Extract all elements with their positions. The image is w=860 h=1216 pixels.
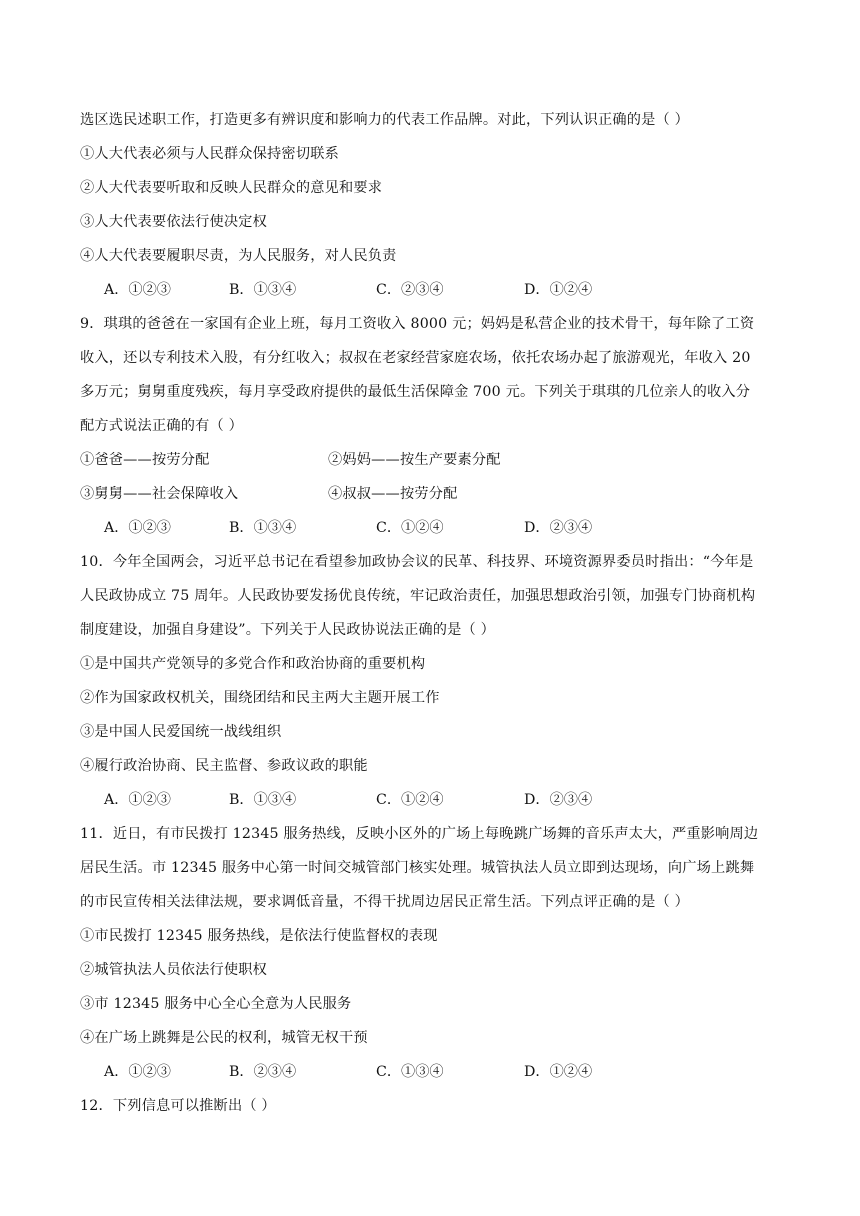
q11-item-1: ①市民拨打 12345 服务热线，是依法行使监督权的表现 (80, 928, 438, 944)
q9-option-d[interactable]: D．②③④ (524, 520, 593, 536)
q12-stem-line-1: 12．下列信息可以推断出（ ） (80, 1098, 276, 1114)
q9-item-1: ①爸爸——按劳分配 (80, 452, 210, 468)
q8-option-c[interactable]: C．②③④ (376, 282, 444, 298)
q11-option-c[interactable]: C．①③④ (376, 1064, 444, 1080)
q8-item-3: ③人大代表要依法行使决定权 (80, 214, 268, 230)
q11-stem-line-3: 的市民宣传相关法律法规，要求调低音量，不得干扰周边居民正常生活。下列点评正确的是（ ） (80, 894, 689, 910)
q9-stem-line-1: 9．琪琪的爸爸在一家国有企业上班，每月工资收入 8000 元；妈妈是私营企业的技术骨干，每年除了工资 (80, 316, 755, 332)
q9-item-3: ③舅舅——社会保障收入 (80, 486, 239, 502)
q9-stem-line-2: 收入，还以专利技术入股，有分红收入；叔叔在老家经营家庭农场，依托农场办起了旅游观光，年收入 20 (80, 350, 751, 366)
q8-item-4: ④人大代表要履职尽责，为人民服务，对人民负责 (80, 248, 397, 264)
q11-option-a[interactable]: A．①②③ (104, 1064, 171, 1080)
q11-item-4: ④在广场上跳舞是公民的权利，城管无权干预 (80, 1030, 368, 1046)
q8-stem-tail: 选区选民述职工作，打造更多有辨识度和影响力的代表工作品牌。对此，下列认识正确的是（ ） (80, 112, 689, 128)
q10-item-1: ①是中国共产党领导的多党合作和政治协商的重要机构 (80, 656, 426, 672)
q11-stem-line-2: 居民生活。市 12345 服务中心第一时间交城管部门核实处理。城管执法人员立即到达现场，向广场上跳舞 (80, 860, 755, 876)
q9-stem-line-4: 配方式说法正确的有（ ） (80, 418, 243, 434)
q8-item-1: ①人大代表必须与人民群众保持密切联系 (80, 146, 339, 162)
q10-stem-line-3: 制度建设，加强自身建设”。下列关于人民政协说法正确的是（ ） (80, 622, 496, 638)
q11-option-d[interactable]: D．①②④ (524, 1064, 593, 1080)
q10-stem-line-1: 10．今年全国两会，习近平总书记在看望参加政协会议的民革、科技界、环境资源界委员时指出：“今年是 (80, 554, 754, 570)
q9-items-row-2 (80, 484, 780, 504)
q10-option-d[interactable]: D．②③④ (524, 792, 593, 808)
q10-option-c[interactable]: C．①②④ (376, 792, 444, 808)
q10-option-b[interactable]: B．①③④ (229, 792, 297, 808)
q11-item-3: ③市 12345 服务中心全心全意为人民服务 (80, 996, 352, 1012)
q9-items-row-1 (80, 450, 780, 470)
q8-item-2: ②人大代表要听取和反映人民群众的意见和要求 (80, 180, 383, 196)
q11-stem-line-1: 11．近日，有市民拨打 12345 服务热线，反映小区外的广场上每晚跳广场舞的音乐声太大，严重影响周边 (80, 826, 759, 842)
q9-stem-line-3: 多万元；舅舅重度残疾，每月享受政府提供的最低生活保障金 700 元。下列关于琪琪的几位亲人的收入分 (80, 384, 751, 400)
q8-option-d[interactable]: D．①②④ (524, 282, 593, 298)
q9-option-b[interactable]: B．①③④ (229, 520, 297, 536)
q11-item-2: ②城管执法人员依法行使职权 (80, 962, 268, 978)
q9-option-a[interactable]: A．①②③ (104, 520, 171, 536)
q11-option-b[interactable]: B．②③④ (229, 1064, 297, 1080)
q9-item-4: ④叔叔——按劳分配 (328, 486, 458, 502)
q10-item-4: ④履行政治协商、民主监督、参政议政的职能 (80, 758, 368, 774)
q8-option-a[interactable]: A．①②③ (104, 282, 171, 298)
q10-option-a[interactable]: A．①②③ (104, 792, 171, 808)
q10-item-2: ②作为国家政权机关，围绕团结和民主两大主题开展工作 (80, 690, 440, 706)
q9-item-2: ②妈妈——按生产要素分配 (328, 452, 501, 468)
q8-option-b[interactable]: B．①③④ (229, 282, 297, 298)
q10-stem-line-2: 人民政协成立 75 周年。人民政协要发扬优良传统，牢记政治责任，加强思想政治引领，加强专门协商机构 (80, 588, 756, 604)
q9-option-c[interactable]: C．①②④ (376, 520, 444, 536)
q10-item-3: ③是中国人民爱国统一战线组织 (80, 724, 282, 740)
